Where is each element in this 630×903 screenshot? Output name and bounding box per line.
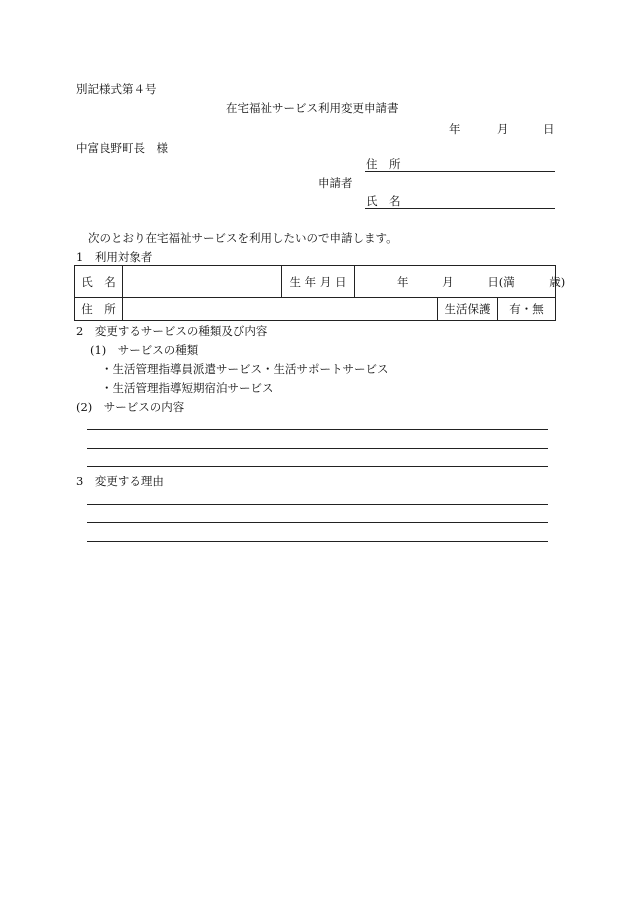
welfare-value[interactable]: 有・無	[498, 298, 556, 321]
birth-day-age: 日(満 歳)	[487, 274, 566, 289]
service-option-b[interactable]: ・生活管理指導短期宿泊サービス	[101, 381, 274, 395]
date-year: 年	[449, 122, 461, 136]
birth-date-label: 生 年 月 日	[282, 266, 355, 298]
reason-line-1[interactable]	[87, 504, 548, 505]
section2-heading: 2 変更するサービスの種類及び内容	[76, 324, 268, 338]
section2-sub2: (2) サービスの内容	[76, 400, 185, 414]
subject-table	[74, 265, 566, 321]
subject-name-label: 氏 名	[75, 266, 123, 298]
birth-month: 月	[442, 274, 454, 289]
subject-address-label: 住 所	[75, 298, 123, 321]
service-content-line-3[interactable]	[87, 466, 548, 467]
document-title: 在宅福祉サービス利用変更申請書	[226, 101, 399, 115]
date-month: 月	[497, 122, 509, 136]
service-content-line-1[interactable]	[87, 429, 548, 430]
applicant-address-label: 住 所	[366, 157, 401, 171]
subject-address-field[interactable]	[123, 298, 438, 321]
service-option-a[interactable]: ・生活管理指導員派遣サービス・生活サポートサービス	[101, 362, 389, 376]
applicant-label: 申請者	[318, 176, 353, 190]
birth-date-field[interactable]	[355, 266, 566, 298]
reason-line-3[interactable]	[87, 541, 548, 542]
reason-line-2[interactable]	[87, 522, 548, 523]
intro-text: 次のとおり在宅福祉サービスを利用したいので申請します。	[88, 231, 398, 245]
addressee: 中富良野町長 様	[76, 141, 168, 155]
section3-heading: 3 変更する理由	[76, 474, 164, 488]
section1-heading: 1 利用対象者	[76, 250, 153, 264]
date-day: 日	[543, 122, 555, 136]
service-content-line-2[interactable]	[87, 448, 548, 449]
applicant-name-label: 氏 名	[366, 194, 401, 208]
form-number: 別記様式第４号	[76, 82, 157, 96]
applicant-name-line[interactable]	[365, 208, 555, 209]
welfare-label: 生活保護	[438, 298, 498, 321]
subject-name-field[interactable]	[123, 266, 282, 298]
applicant-address-line[interactable]	[365, 171, 555, 172]
birth-year: 年	[397, 274, 409, 289]
section2-sub1: (1) サービスの種類	[90, 343, 199, 357]
